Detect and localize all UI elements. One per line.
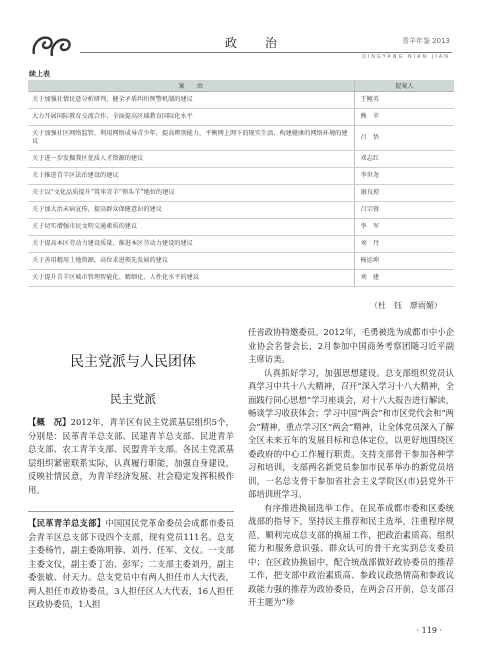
case-cell: 关于加大治未病宣传，提高群众保健意识的建议 xyxy=(28,202,354,219)
proposer-cell: 熊 苹 xyxy=(354,109,454,126)
table-row xyxy=(28,202,454,219)
minge-paragraph xyxy=(28,517,234,612)
case-cell: 关于善用精用土地资源，高位求进领先发展的建议 xyxy=(28,253,354,270)
yearbook-name: 青羊年鉴 2013 xyxy=(401,37,450,45)
proposer-cell: 李 军 xyxy=(354,219,454,236)
overview-label: 【概 况】 xyxy=(28,417,71,427)
table-row xyxy=(28,253,454,270)
proposal-table xyxy=(28,80,454,287)
case-cell: 关于切实增强市民文明交通素质的建议 xyxy=(28,219,354,236)
right-column xyxy=(248,326,454,610)
table-row xyxy=(28,168,454,185)
page-number: · 119 · xyxy=(416,626,442,635)
proposer-cell: 刘 丹 xyxy=(354,236,454,253)
table-row xyxy=(28,151,454,168)
column-header-proposer: 提案人 xyxy=(354,80,454,92)
table-header-row xyxy=(28,80,454,92)
header-rule xyxy=(80,52,452,53)
minge-label: 【民革青羊总支部】 xyxy=(28,518,106,528)
proposer-cell: 邓志红 xyxy=(354,151,454,168)
proposer-cell: 吕 悟 xyxy=(354,126,454,151)
overview-text: 2012年，青羊区有民主党派基层组织5个，分别是：民革青羊总支部、民建青羊总支部、民进青羊总支部、农工青羊支部、民盟青羊支部。各民主党派基层组织紧密联系实际，认真履行职能，加强自身建设，反映社情民意，为青羊经济发展、社会稳定发挥积极作用。 xyxy=(28,417,234,495)
case-cell: 关于加强社区网络监管，利用网络成导青少年，提高辨别能力，平衡网上网下的现实生活，构建健康的网络环境的建议 xyxy=(28,126,354,151)
yearbook-logo-icon xyxy=(30,30,76,60)
table-row xyxy=(28,236,454,253)
table-row xyxy=(28,270,454,287)
proposer-cell: 李世尧 xyxy=(354,168,454,185)
paragraph: 任省政协特邀委员。2012年，毛勇被选为成都市中小企业协会名誉会长，2月参加中国商务考察团随习近平副主席访美。 xyxy=(248,327,454,364)
minge-text: 中国国民党革命委员会成都市委员会青羊区总支部下设四个支部，现有党员111名。总支主委杨竹，副主委陈明蓉、刘丹、任军、文仪。一支部主委文仪，副主委丁治、彭军；二支部主委刘丹，副主委张敏、付天力。总支党员中有两人担任市人大代表，两人担任市政协委员，3人担任区人大代表，16人担任区政协委员，1人担 xyxy=(28,518,235,609)
column-header-case: 案 由 xyxy=(28,80,354,92)
case-cell: 关于进一步发掘我区优质人才资源的建议 xyxy=(28,151,354,168)
section-divider xyxy=(28,511,234,512)
paragraph: 认真抓好学习，加强思想建设。总支部组织党员认真学习中共十八大精神，召开“深入学习十八大精神，全面践行同心思想”学习座谈会，对十八大报告进行解读，畅谈学习收获体会；学习中国“两会”和市区党代会和“两会”精神，重点学习区“两会”精神，让全体党员深入了解全区未来五年的发展目标和总体定位，以更好地围绕区委政府的中心工作履行职责。支持支部骨干参加各种学习和培训，支部两名新党员参加市民革举办的新党员培训，一名总支骨干参加省社会主义学院区(市)县党外干部培训班学习。 xyxy=(248,367,454,499)
table-row xyxy=(28,109,454,126)
paragraph: 有序推进换届选举工作。在民革成都市委和区委统战部的指导下，坚持民主推荐和民主选举，注重程序规范，顺利完成总支部的换届工作，把政治素质高、组织能力和服务意识强、群众认可的骨干充实到总支委员中；在区政协换届中，配合统战部做好政协委员的推荐工作，把支部中政治素质高、参政议政热情高和参政议政能力强的推荐为政协委员，在两会召开前，总支部召开主题为“珍 xyxy=(248,502,454,607)
section-subtitle: 民主党派 xyxy=(110,392,156,406)
proposer-cell: 刘 建 xyxy=(354,270,454,287)
page-header xyxy=(0,0,480,60)
case-cell: 关于推进青羊区法治建设的建议 xyxy=(28,168,354,185)
case-cell: 关于以“文化品质提升”筑牢青羊“领头羊”地位的建议 xyxy=(28,185,354,202)
case-cell: 大力开展国际教育交流合作，全面提高区域教育国际化水平 xyxy=(28,109,354,126)
table-row xyxy=(28,92,454,109)
case-cell: 关于加强社情民意分析研判，健全矛盾纠纷预警机制的建议 xyxy=(28,92,354,109)
proposer-cell: 杨运坤 xyxy=(354,253,454,270)
article-title: 民主党派与人民团体 xyxy=(70,354,196,370)
table-row xyxy=(28,185,454,202)
case-cell: 关于提升青羊区城市管理智能化、精细化、人性化水平的建议 xyxy=(28,270,354,287)
table-continued-label: 续上表 xyxy=(29,70,50,78)
overview-paragraph xyxy=(28,416,234,497)
table-row xyxy=(28,219,454,236)
author-credit: （杜 钰 廖雨媚） xyxy=(370,301,442,310)
table-row xyxy=(28,126,454,151)
case-cell: 关于提高本区劳动力建设质量，推进本区劳动力建设的建议 xyxy=(28,236,354,253)
section-title: 政 治 xyxy=(225,36,286,50)
yearbook-pinyin: QINGYANG NIAN JIAN xyxy=(361,54,450,60)
proposer-cell: 吕宗蓉 xyxy=(354,202,454,219)
proposer-cell: 康良琼 xyxy=(354,185,454,202)
proposer-cell: 王鲍英 xyxy=(354,92,454,109)
